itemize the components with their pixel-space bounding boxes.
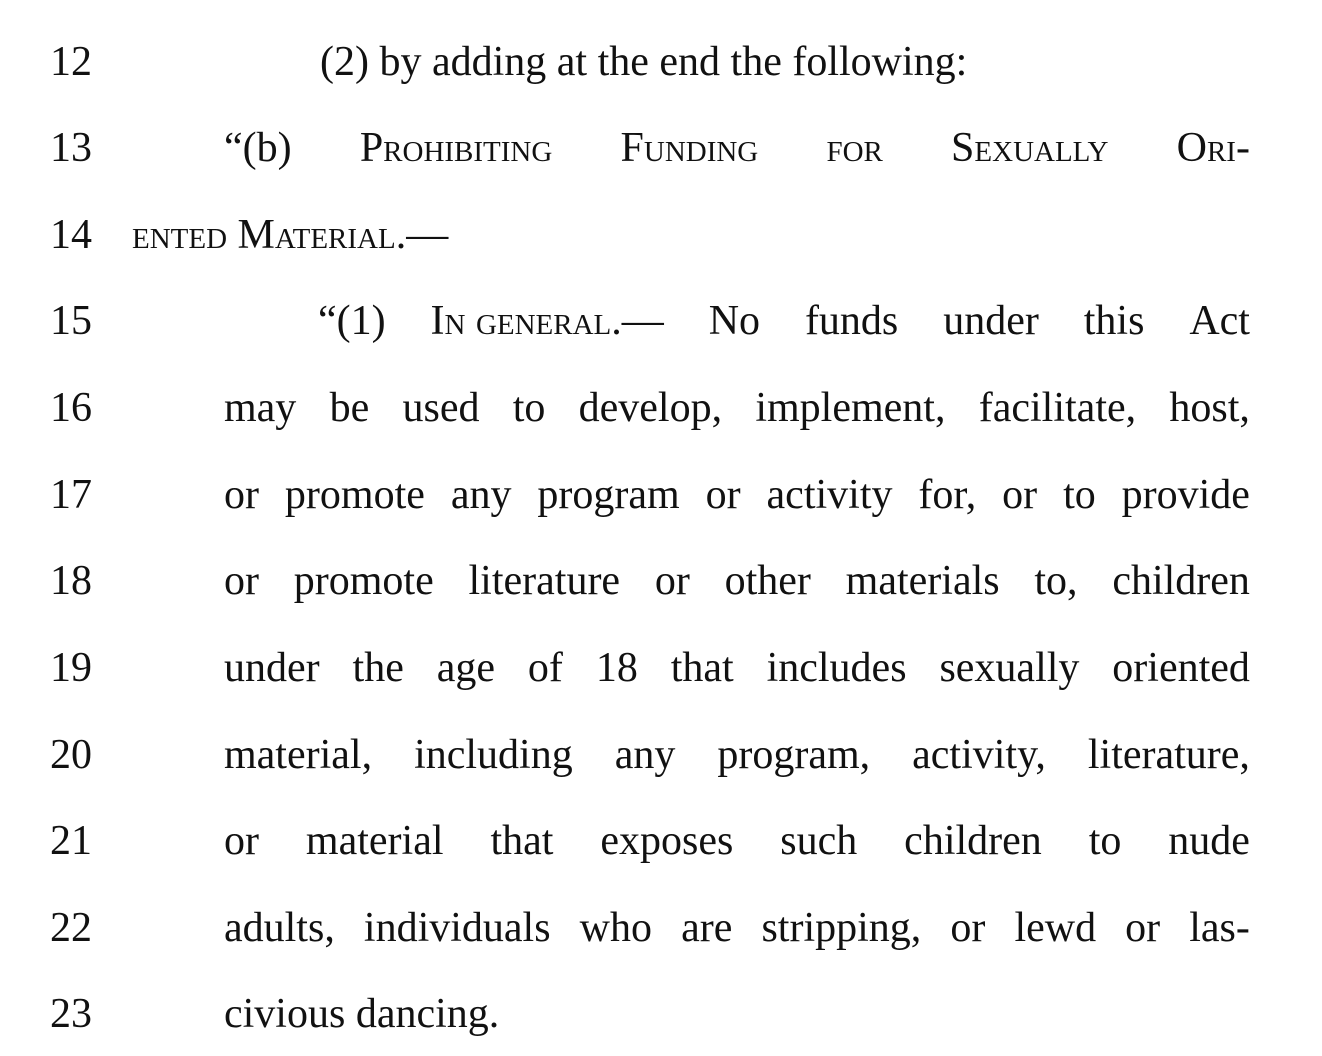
- heading-word: Ori-: [1176, 125, 1250, 171]
- subsection-marker: “(b): [224, 125, 292, 171]
- word: children: [1112, 558, 1250, 604]
- heading-word: Sexually: [951, 125, 1109, 171]
- line-number: 21: [50, 818, 92, 864]
- word: No: [708, 298, 761, 344]
- bill-line: [0, 811, 1322, 871]
- bill-line: [0, 378, 1322, 438]
- word: of: [527, 645, 563, 691]
- word: to: [1063, 472, 1096, 518]
- line-number: 14: [50, 212, 92, 258]
- word: activity,: [912, 732, 1046, 778]
- word: used: [402, 385, 480, 431]
- bill-line: [0, 638, 1322, 698]
- word: that: [490, 818, 554, 864]
- word: are: [681, 905, 733, 951]
- line-number: 17: [50, 472, 92, 518]
- paragraph-opening: [318, 291, 1250, 351]
- word: lewd: [1014, 905, 1097, 951]
- line-number: 16: [50, 385, 92, 431]
- line-number: 23: [50, 991, 92, 1037]
- line-number: 15: [50, 298, 92, 344]
- line-text: [224, 465, 1250, 525]
- section-heading-continued: ented Material.—: [132, 212, 449, 258]
- word: may: [224, 385, 297, 431]
- word: 18: [595, 645, 638, 691]
- word: for,: [918, 472, 977, 518]
- word: under: [224, 645, 320, 691]
- line-number: 12: [50, 39, 92, 85]
- word: any: [450, 472, 512, 518]
- word: implement,: [755, 385, 946, 431]
- word: promote: [284, 472, 425, 518]
- word: or: [1002, 472, 1038, 518]
- word: other: [724, 558, 811, 604]
- word: who: [579, 905, 652, 951]
- bill-line: [0, 118, 1322, 178]
- word: individuals: [363, 905, 551, 951]
- word: or: [654, 558, 690, 604]
- word: material,: [224, 732, 373, 778]
- word: children: [904, 818, 1042, 864]
- word: oriented: [1112, 645, 1250, 691]
- word: develop,: [578, 385, 723, 431]
- word: or: [950, 905, 986, 951]
- line-number: 20: [50, 732, 92, 778]
- word: to: [512, 385, 546, 431]
- word: under: [943, 298, 1039, 344]
- word: to,: [1034, 558, 1078, 604]
- bill-line: [0, 465, 1322, 525]
- word: literature: [468, 558, 621, 604]
- word: Act: [1189, 298, 1250, 344]
- bill-line: [0, 551, 1322, 611]
- word: the: [352, 645, 404, 691]
- word: funds: [804, 298, 899, 344]
- line-text: civious dancing.: [224, 991, 500, 1037]
- word: host,: [1169, 385, 1250, 431]
- word: program,: [717, 732, 871, 778]
- word: or: [224, 818, 259, 864]
- word: facilitate,: [978, 385, 1137, 431]
- word: promote: [293, 558, 434, 604]
- word: this: [1083, 298, 1145, 344]
- word: such: [780, 818, 858, 864]
- word: including: [414, 732, 573, 778]
- line-text: [224, 638, 1250, 698]
- line-text: [224, 811, 1250, 871]
- paragraph-marker: “(1): [318, 298, 386, 344]
- bill-line: [0, 291, 1322, 351]
- word: includes: [766, 645, 907, 691]
- word: materials: [845, 558, 1000, 604]
- word: nude: [1168, 818, 1250, 864]
- word: las-: [1189, 905, 1250, 951]
- heading-word: for: [826, 125, 883, 171]
- word: adults,: [224, 905, 335, 951]
- heading-word: Funding: [620, 125, 759, 171]
- bill-line: [0, 205, 1322, 265]
- line-text: [224, 898, 1250, 958]
- line-number: 19: [50, 645, 92, 691]
- line-number: 13: [50, 125, 92, 171]
- word: activity: [766, 472, 893, 518]
- word: provide: [1121, 472, 1250, 518]
- bill-line: [0, 725, 1322, 785]
- word: program: [537, 472, 680, 518]
- word: or: [705, 472, 741, 518]
- line-number: 22: [50, 905, 92, 951]
- word: stripping,: [761, 905, 922, 951]
- word: any: [614, 732, 676, 778]
- bill-line: [0, 898, 1322, 958]
- word: be: [329, 385, 370, 431]
- line-text: [224, 378, 1250, 438]
- word: literature,: [1087, 732, 1250, 778]
- word: sexually: [939, 645, 1080, 691]
- line-text: (2) by adding at the end the following:: [320, 39, 968, 85]
- section-heading: [224, 118, 1250, 178]
- bill-line: [0, 32, 1322, 92]
- word: that: [670, 645, 734, 691]
- word: age: [436, 645, 496, 691]
- bill-line: [0, 984, 1322, 1044]
- word: material: [305, 818, 444, 864]
- line-text: [224, 551, 1250, 611]
- word: or: [224, 472, 259, 518]
- paragraph-heading: In general.—: [430, 298, 664, 344]
- word: or: [224, 558, 259, 604]
- line-text: [224, 725, 1250, 785]
- word: to: [1088, 818, 1122, 864]
- heading-word: Prohibiting: [359, 125, 553, 171]
- line-number: 18: [50, 558, 92, 604]
- word: or: [1125, 905, 1161, 951]
- word: exposes: [600, 818, 734, 864]
